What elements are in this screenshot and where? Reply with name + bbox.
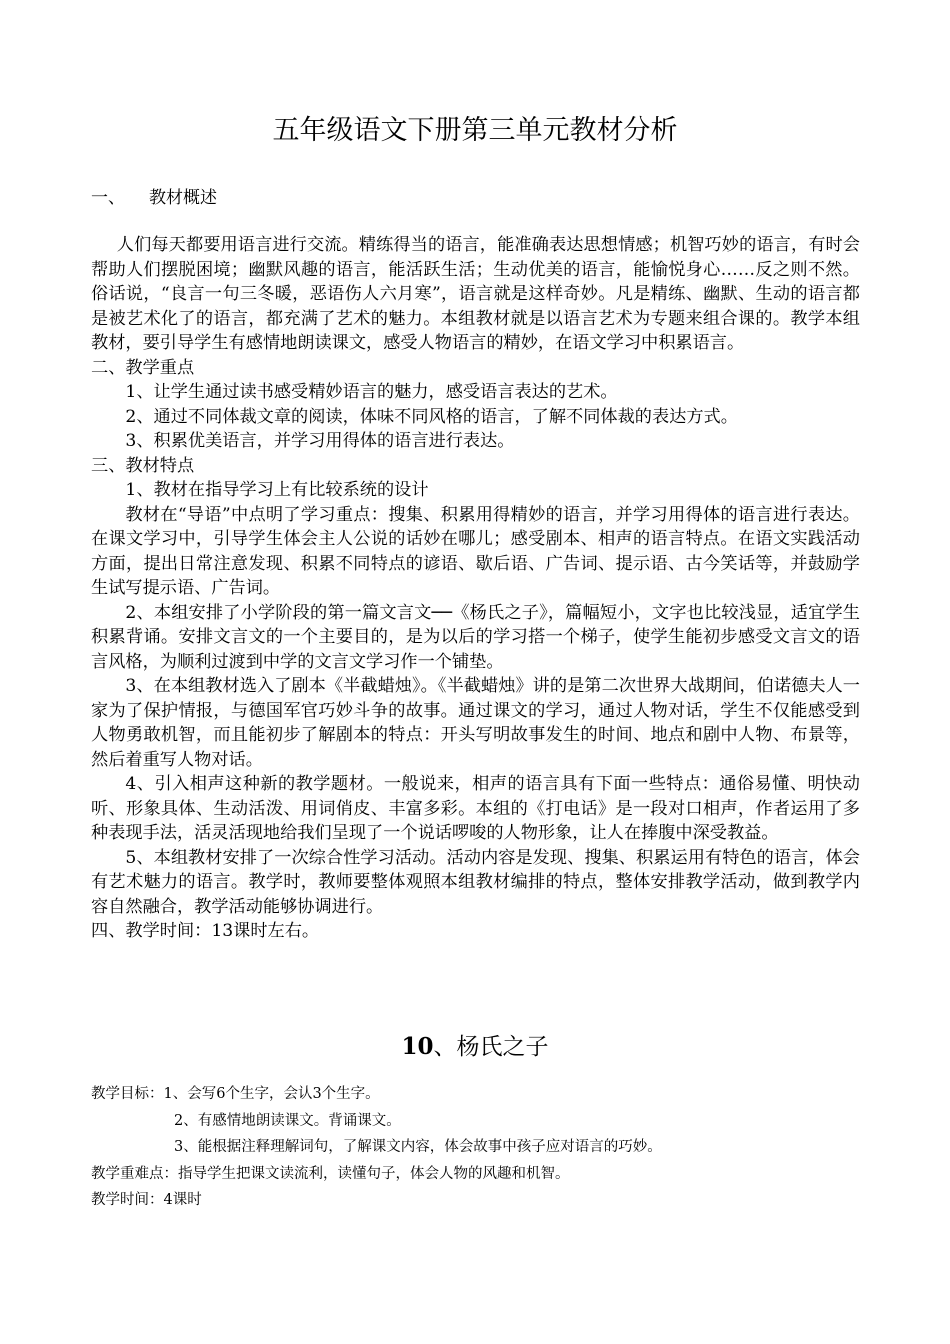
difficulty-line: 教学重难点：指导学生把课文读流利，读懂句子，体会人物的风趣和机智。: [91, 1165, 570, 1182]
feature-paragraph: 教材在“导语”中点明了学习重点：搜集、积累用得精妙的语言，并学习用得体的语言进行表达。在课文学习中，引导学生体会主人公说的话妙在哪儿；感受剧本、相声的语言特点。在语文实践活动方面，提出日常注意发现、积累不同特点的谚语、歇后语、广告词、提示语、古今笑话等，并鼓励学生试写提示语、广告词。: [91, 504, 860, 598]
feature-paragraph: 4、引入相声这种新的教学题材。一般说来，相声的语言具有下面一些特点：通俗易懂、明快动听、形象具体、生动活泼、用词俏皮、丰富多彩。本组的《打电话》是一段对口相声，作者运用了多种表现手法，活灵活现地给我们呈现了一个说话啰唆的人物形象，让人在捧腹中深受教益。: [91, 774, 860, 843]
goal-item: 教学目标：1、会写6个生字，会认3个生字。: [91, 1086, 380, 1102]
section-heading-time: 四、教学时间：13课时左右。: [91, 921, 320, 941]
goal-item: 3、能根据注释理解词句，了解课文内容，体会故事中孩子应对语言的巧妙。: [174, 1139, 662, 1155]
feature-title: 1、教材在指导学习上有比较系统的设计: [125, 480, 429, 500]
page-title: 五年级语文下册第三单元教材分析: [272, 115, 678, 146]
key-point-item: 1、让学生通过读书感受精妙语言的魅力，感受语言表达的艺术。: [125, 382, 618, 402]
main-body: [91, 233, 860, 944]
lesson-title: [0, 1030, 950, 1064]
goal-item: 2、有感情地朗读课文。背诵课文。: [174, 1112, 401, 1129]
key-point-item: 2、通过不同体裁文章的阅读，体味不同风格的语言，了解不同体裁的表达方式。: [125, 406, 738, 427]
section-overview-heading: [91, 186, 860, 210]
lesson-name: 、杨氏之子: [433, 1034, 549, 1060]
overview-paragraph: 人们每天都要用语言进行交流。精练得当的语言，能准确表达思想情感；机智巧妙的语言，有时会帮助人们摆脱困境；幽默风趣的语言，能活跃生活；生动优美的语言，能愉悦身心……反之则不然。俗话说，“良言一句三冬暖，恶语伤人六月寒”，语言就是这样奇妙。凡是精练、幽默、生动的语言都是被艺术化了的语言，都充满了艺术的魅力。本组教材就是以语言艺术为专题来组合课的。教学本组教材，要引导学生有感情地朗读课文，感受人物语言的精妙，在语文学习中积累语言。: [91, 235, 860, 353]
lesson-number: 10: [401, 1033, 434, 1060]
key-point-item: 3、积累优美语言，并学习用得体的语言进行表达。: [125, 431, 515, 451]
lesson-plan: [91, 1081, 860, 1214]
section-heading-features: 三、教材特点: [91, 455, 195, 476]
feature-paragraph: 5、本组教材安排了一次综合性学习活动。活动内容是发现、搜集、积累运用有特色的语言，体会有艺术魅力的语言。教学时，教师要整体观照本组教材编排的特点，整体安排教学活动，做到教学内容自然融合，教学活动能够协调进行。: [91, 847, 860, 917]
section-number: 一、: [91, 188, 125, 208]
section-heading-key-points: 二、教学重点: [91, 357, 195, 378]
feature-paragraph: 3、在本组教材选入了剧本《半截蜡烛》。《半截蜡烛》讲的是第二次世界大战期间，伯诺德夫人一家为了保护情报，与德国军官巧妙斗争的故事。通过课文的学习，通过人物对话，学生不仅能感受到人物勇敢机智，而且能初步了解剧本的特点：开头写明故事发生的时间、地点和剧中人物、布景等，然后着重写人物对话。: [91, 676, 860, 770]
feature-paragraph: 2、本组安排了小学阶段的第一篇文言文──《杨氏之子》，篇幅短小，文字也比较浅显，适宜学生积累背诵。安排文言文的一个主要目的，是为以后的学习搭一个梯子，使学生能初步感受文言文的语言风格，为顺利过渡到中学的文言文学习作一个铺垫。: [91, 602, 860, 672]
time-line: 教学时间：4课时: [91, 1192, 202, 1208]
section-label: 教材概述: [149, 188, 217, 208]
